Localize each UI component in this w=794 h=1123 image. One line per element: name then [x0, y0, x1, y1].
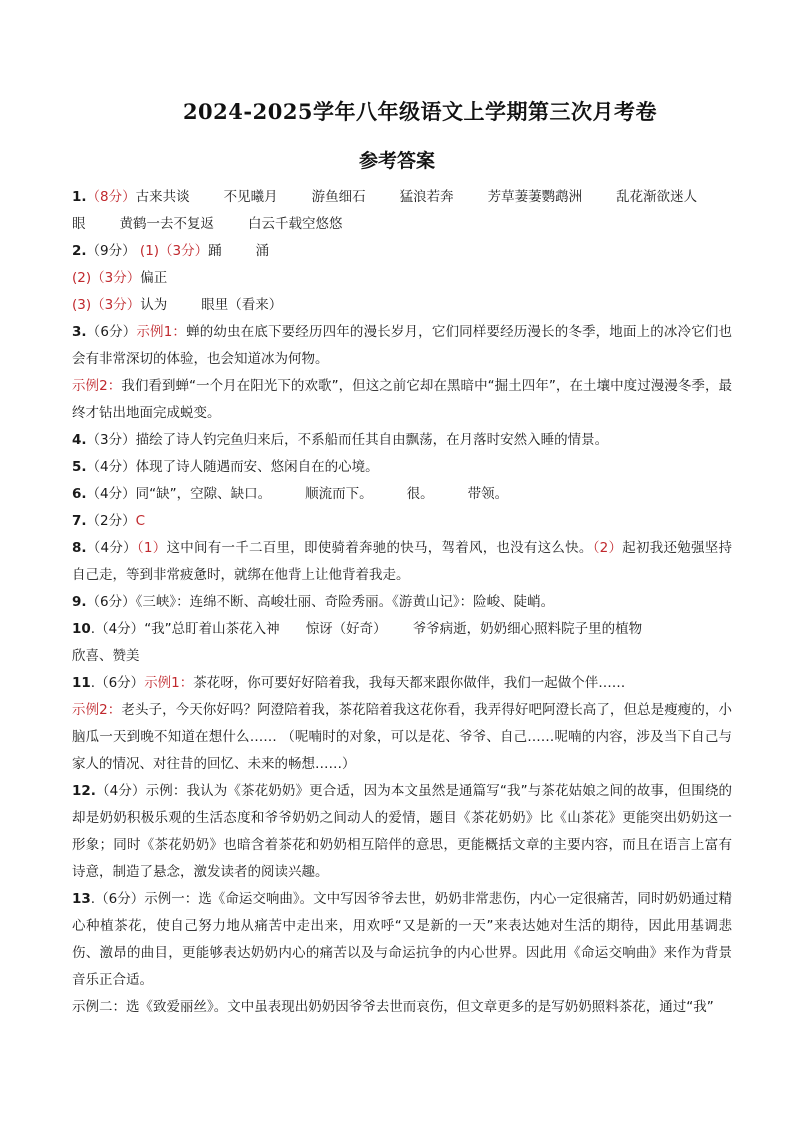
answer-item: 眼 — [72, 216, 86, 232]
question-number: 5. — [72, 459, 87, 475]
answer-q3-example2 — [72, 373, 732, 427]
answer-item: 眼里（看来） — [201, 297, 283, 313]
answer-item: 很。 — [406, 486, 434, 502]
answer-item: 游鱼细石 — [311, 189, 366, 205]
example-label: 示例1： — [144, 675, 194, 691]
sub-question-score: （3分） — [159, 243, 209, 259]
answer-item: 惊讶（好奇） — [305, 621, 387, 637]
answer-q7 — [72, 508, 732, 535]
answer-q2-line3 — [72, 292, 732, 319]
answer-item: 白云千载空悠悠 — [248, 216, 343, 232]
question-score: （6分） — [86, 594, 136, 610]
sub-question-label: （2） — [592, 540, 623, 556]
answer-q8 — [72, 535, 732, 589]
question-score: （4分） — [86, 459, 136, 475]
answer-item: 欣喜、赞美 — [72, 648, 140, 664]
example-text: 选《致爱丽丝》。文中虽表现出奶奶因爷爷去世而哀伤，但文章更多的是写奶奶照料茶花，通过“我” — [126, 999, 714, 1015]
sub-question-label: (3) — [72, 297, 92, 313]
answer-q10-line1 — [72, 616, 732, 643]
answer-q13-example2 — [72, 994, 732, 1021]
example-label: 示例二： — [72, 999, 126, 1015]
question-number: 8. — [72, 540, 87, 556]
answer-text: 起初我还勉强坚持自己走，等到非常疲惫时，就绑在他背上让他背着我走。 — [72, 540, 733, 583]
answer-q4 — [72, 427, 732, 454]
answer-item: 同“缺”，空隙、缺口。 — [135, 486, 272, 502]
answer-item: 黄鹤一去不复返 — [119, 216, 214, 232]
example-label: 示例2： — [72, 378, 122, 394]
example-text: 老头子，今天你好吗？阿澄陪着我，茶花陪着我这花你看，我弄得好吧阿澄长高了，但总是瘦瘦的，小脑瓜一天到晚不知道在想什么…… — [72, 702, 732, 745]
sub-question-label: （1） — [136, 540, 167, 556]
answer-q5 — [72, 454, 732, 481]
answer-item: 踊 — [208, 243, 222, 259]
answer-choice: C — [135, 513, 146, 529]
answer-q11-example1 — [72, 670, 732, 697]
answer-text: 体现了诗人随遇而安、悠闲自在的心境。 — [135, 459, 379, 475]
answer-item: 爷爷病逝，奶奶细心照料院子里的植物 — [412, 621, 643, 637]
question-number: 10 — [72, 621, 91, 637]
answer-q10-line2 — [72, 643, 732, 670]
question-number: 6. — [72, 486, 87, 502]
answer-q1-line1 — [72, 184, 732, 211]
answer-q6 — [72, 481, 732, 508]
answer-item: “我”总盯着山茶花入神 — [144, 621, 280, 637]
question-score: （3分） — [86, 432, 136, 448]
answer-item: 偏正 — [140, 270, 168, 286]
answer-item: 涌 — [255, 243, 270, 259]
question-score: （4分） — [95, 783, 146, 799]
question-number: 4. — [72, 432, 87, 448]
answer-q12 — [72, 778, 732, 886]
question-number: 1. — [72, 189, 87, 205]
answer-item: 带领。 — [467, 486, 509, 502]
sub-question-score: （3分） — [91, 270, 141, 286]
page-subtitle: 参考答案 — [358, 150, 435, 172]
example-label: 示例一： — [144, 891, 199, 907]
example-label: 示例2： — [72, 702, 122, 718]
question-score: .（6分） — [90, 675, 145, 691]
question-score: （4分） — [86, 540, 137, 556]
question-score: .（6分） — [90, 891, 145, 907]
question-score: （6分） — [86, 324, 137, 340]
answer-q2-line2 — [72, 265, 732, 292]
example-text: 茶花呀，你可要好好陪着我，我每天都来跟你做伴，我们一起做个伴…… — [193, 675, 626, 691]
question-score: （4分） — [86, 486, 136, 502]
answer-text: 我认为《茶花奶奶》更合适，因为本文虽然是通篇写“我”与茶花姑娘之间的故事，但围绕的却是奶奶积极乐观的生活态度和爷爷奶奶之间动人的爱情，题目《茶花奶奶》比《山茶花》更能突出奶奶这一形象；同时《茶花奶奶》也暗含着茶花和奶奶相互陪伴的意思，更能概括文章的主要内容，而且在语言上富有诗意，制造了悬念，激发读者的阅读兴趣。 — [72, 783, 732, 880]
example-label: 示例1： — [136, 324, 187, 340]
answer-item: 猛浪若奔 — [399, 189, 454, 205]
question-score: （2分） — [86, 513, 136, 529]
page-title: 2024-2025学年八年级语文上学期第三次月考卷 — [182, 99, 658, 124]
question-number: 9. — [72, 594, 87, 610]
answer-item: 顺流而下。 — [305, 486, 373, 502]
question-score: .（4分） — [90, 621, 145, 637]
example-label: 示例： — [145, 783, 187, 799]
sub-question-label: (2) — [72, 270, 92, 286]
sub-question-label: (1) — [139, 243, 160, 259]
answer-body — [72, 184, 732, 1021]
question-score: （9分） — [86, 243, 136, 259]
example-text: 选《命运交响曲》。文中写因爷爷去世，奶奶非常悲伤，内心一定很痛苦，同时奶奶通过精心种植茶花，使自己努力地从痛苦中走出来，用欢呼“又是新的一天”来表达她对生活的期待，因此用基调悲伤、激昂的曲目，更能够表达奶奶内心的痛苦以及与命运抗争的内心世界。因此用《命运交响曲》来作为背景音乐正合适。 — [72, 891, 733, 988]
answer-text: 这中间有一千二百里，即使骑着奔驰的快马，驾着风，也没有这么快。 — [166, 540, 593, 556]
question-number: 3. — [72, 324, 87, 340]
answer-item: 乱花渐欲迷人 — [616, 189, 698, 205]
answer-q1-line2 — [72, 211, 732, 238]
answer-text: 描绘了诗人钓完鱼归来后，不系船而任其自由飘荡，在月落时安然入睡的情景。 — [135, 432, 609, 448]
question-score: （8分） — [86, 189, 136, 205]
question-number: 13 — [72, 891, 91, 907]
answer-item: 认为 — [140, 297, 168, 313]
question-number: 11 — [72, 675, 91, 691]
question-number: 7. — [72, 513, 87, 529]
answer-text: 《三峡》：连绵不断、高峻壮丽、奇险秀丽。《游黄山记》：险峻、陡峭。 — [135, 594, 555, 610]
answer-q11-example2 — [72, 697, 732, 778]
example-text: 蝉的幼虫在底下要经历四年的漫长岁月，它们同样要经历漫长的冬季，地面上的冰冷它们也会有非常深切的体验，也会知道冰为何物。 — [72, 324, 733, 367]
question-number: 12. — [72, 783, 96, 799]
question-number: 2. — [72, 243, 87, 259]
answer-q3-example1 — [72, 319, 732, 373]
answer-q9 — [72, 589, 732, 616]
answer-q2-line1 — [72, 238, 732, 265]
sub-question-score: （3分） — [91, 297, 141, 313]
answer-item: 古来共谈 — [135, 189, 190, 205]
answer-item: 不见曦月 — [223, 189, 278, 205]
answer-item: 芳草萋萋鹦鹉洲 — [487, 189, 583, 205]
answer-note: （呢喃时的对象，可以是花、爷爷、自己……呢喃的内容，涉及当下自己与家人的情况、对往昔的回忆、未来的畅想……） — [72, 729, 733, 772]
example-text: 我们看到蝉“一个月在阳光下的欢歌”，但这之前它却在黑暗中“掘土四年”，在土壤中度过漫漫冬季，最终才钻出地面完成蜕变。 — [72, 378, 732, 421]
answer-q13-example1 — [72, 886, 732, 994]
